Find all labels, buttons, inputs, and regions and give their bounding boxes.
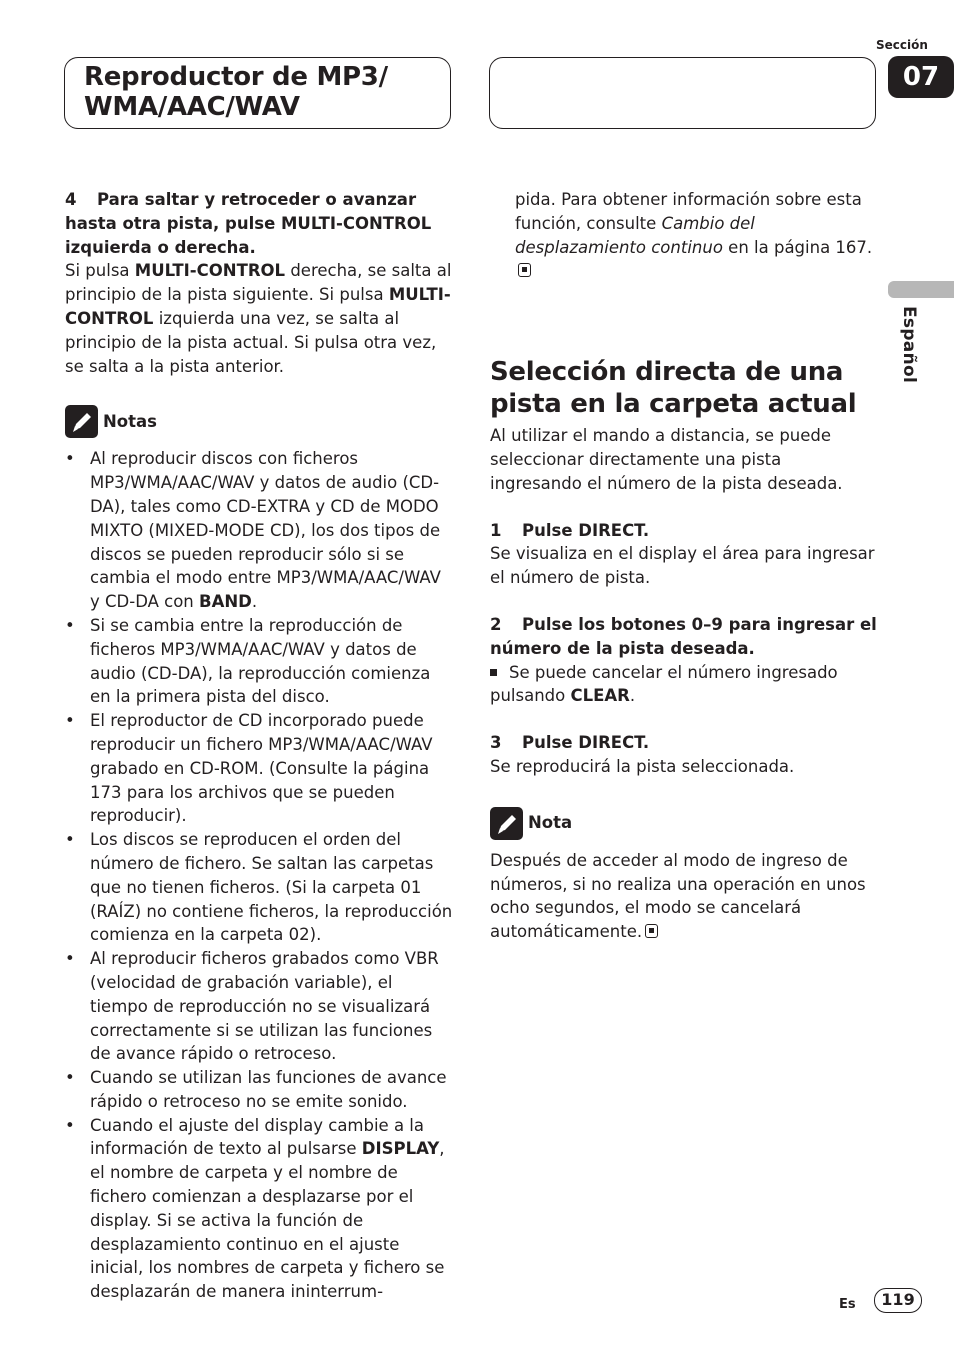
step-1-heading bbox=[490, 519, 878, 543]
section-intro: Al utilizar el mando a distancia, se puede seleccionar directamente una pista ingresando el número de la pista deseada. bbox=[490, 426, 843, 493]
notes-title: Notas bbox=[103, 411, 157, 431]
step-4-heading-text: Para saltar y retroceder o avanzar hasta otra pista, pulse MULTI-CONTROL izquierda o derecha. bbox=[65, 190, 432, 257]
notes-list bbox=[65, 447, 453, 1304]
language-tab bbox=[888, 281, 954, 298]
list-item bbox=[65, 614, 453, 709]
right-column bbox=[490, 188, 878, 944]
square-bullet-icon bbox=[490, 669, 497, 676]
note-bold: BAND bbox=[199, 592, 252, 612]
list-item bbox=[65, 828, 453, 947]
note-text: Los discos se reproducen el orden del número de fichero. Se saltan las carpetas que no tienen ficheros. (Si la carpeta 01 (RAÍZ) no contiene ficheros, la reproducción comienza en la carpeta 02). bbox=[90, 830, 453, 945]
step-2-number: 2 bbox=[490, 614, 502, 634]
end-mark-icon bbox=[518, 263, 531, 277]
language-tab-label: Español bbox=[899, 306, 919, 384]
page-number: 119 bbox=[874, 1288, 922, 1313]
list-item bbox=[65, 1066, 453, 1114]
step-3-heading-text: Pulse DIRECT. bbox=[522, 733, 650, 753]
step-3-heading bbox=[490, 731, 878, 755]
multi-control-label-2: MULTI-CONTROL bbox=[65, 285, 451, 328]
page-title-line2: WMA/AAC/WAV bbox=[84, 92, 300, 122]
section-heading: Selección directa de una pista en la carpeta actual bbox=[490, 357, 857, 420]
note-pencil-icon bbox=[490, 807, 523, 840]
step-4-body-part3: izquierda una vez, se salta al principio de la pista actual. Si pulsa otra vez, se salta a la pista anterior. bbox=[65, 308, 437, 376]
clear-label: CLEAR bbox=[570, 686, 630, 706]
page-title-line1: Reproductor de MP3/ bbox=[84, 62, 388, 92]
note-text: El reproductor de CD incorporado puede reproducir un fichero MP3/WMA/AAC/WAV grabado en CD-ROM. (Consulte la página 173 para los archivos que se pueden reproducir). bbox=[90, 711, 433, 826]
list-item bbox=[65, 1114, 453, 1304]
note-body-text: Después de acceder al modo de ingreso de números, si no realiza una operación en unos ocho segundos, el modo se cancelará automáticamente. bbox=[490, 850, 866, 942]
step-2-heading-text: Pulse los botones 0–9 para ingresar el número de la pista deseada. bbox=[490, 614, 877, 658]
list-item bbox=[65, 709, 453, 828]
note-pencil-icon bbox=[65, 405, 98, 438]
step-1-number: 1 bbox=[490, 520, 502, 540]
end-mark-icon bbox=[645, 924, 658, 938]
step-4-body-part1: Si pulsa bbox=[65, 261, 135, 281]
section-number-badge: 07 bbox=[888, 56, 954, 98]
step-1-body: Se visualiza en el display el área para ingresar el número de pista. bbox=[490, 544, 875, 588]
step-3-number: 3 bbox=[490, 733, 502, 753]
left-column bbox=[65, 188, 453, 1304]
notes-header bbox=[65, 405, 453, 438]
step-4-body-part2: derecha, se salta al principio de la pista siguiente. Si pulsa bbox=[65, 261, 452, 305]
step-4-heading bbox=[65, 188, 453, 259]
note-title: Nota bbox=[528, 813, 573, 833]
continuation-reference: Cambio del desplazamiento continuo bbox=[515, 213, 755, 257]
note-text: Si se cambia entre la reproducción de ficheros MP3/WMA/AAC/WAV y datos de audio (CD-DA), la reproducción comienza en la primera pista del disco. bbox=[90, 615, 431, 707]
step-3-body: Se reproducirá la pista seleccionada. bbox=[490, 756, 795, 776]
note-body bbox=[490, 849, 878, 944]
header-empty-box bbox=[489, 57, 876, 129]
multi-control-label-1: MULTI-CONTROL bbox=[134, 261, 286, 281]
step-2-subnote-part1: Se puede cancelar el número ingresado pulsando bbox=[490, 662, 838, 706]
note-text: Al reproducir discos con ficheros MP3/WMA/AAC/WAV y datos de audio (CD-DA), tales como CD-EXTRA y CD de MODO MIXTO (MIXED-MODE CD), los dos tipos de discos se pueden reproducir sólo si se cambia el modo entre MP3/WMA/AAC/WAV y CD-DA con bbox=[90, 449, 441, 612]
note-text: Al reproducir ficheros grabados como VBR (velocidad de grabación variable), el tiempo de reproducción no se visualizará correctamente si se utilizan las funciones de avance rápido o retroceso. bbox=[90, 949, 439, 1064]
step-2-subnote bbox=[490, 661, 878, 709]
continuation-part1: pida. Para obtener información sobre esta función, consulte bbox=[515, 190, 862, 233]
section-label: Sección bbox=[876, 38, 928, 52]
note-text: Cuando el ajuste del display cambie a la información de texto al pulsarse bbox=[90, 1115, 425, 1159]
note-after: , el nombre de carpeta y el nombre de fichero comienzan a desplazarse por el display. Si se activa la función de desplazamiento continuo en el ajuste inicial, los nombres de carpeta y fichero se desplazarán de manera ininterrum- bbox=[90, 1139, 445, 1302]
continuation-part2: en la página 167. bbox=[722, 237, 873, 257]
step-4-body bbox=[65, 259, 453, 378]
page-title bbox=[84, 62, 388, 122]
note-bold: DISPLAY bbox=[361, 1139, 440, 1159]
note-text: Cuando se utilizan las funciones de avance rápido o retroceso no se emite sonido. bbox=[90, 1068, 447, 1111]
list-item bbox=[65, 447, 453, 614]
step-1-heading-text: Pulse DIRECT. bbox=[522, 520, 650, 540]
note-header bbox=[490, 807, 878, 840]
note-after: . bbox=[251, 592, 258, 612]
continuation-text bbox=[490, 188, 878, 283]
language-code: Es bbox=[839, 1297, 856, 1312]
list-item bbox=[65, 947, 453, 1066]
step-2-subnote-part2: . bbox=[629, 686, 636, 706]
step-4-number: 4 bbox=[65, 190, 77, 209]
step-2-heading bbox=[490, 613, 878, 661]
